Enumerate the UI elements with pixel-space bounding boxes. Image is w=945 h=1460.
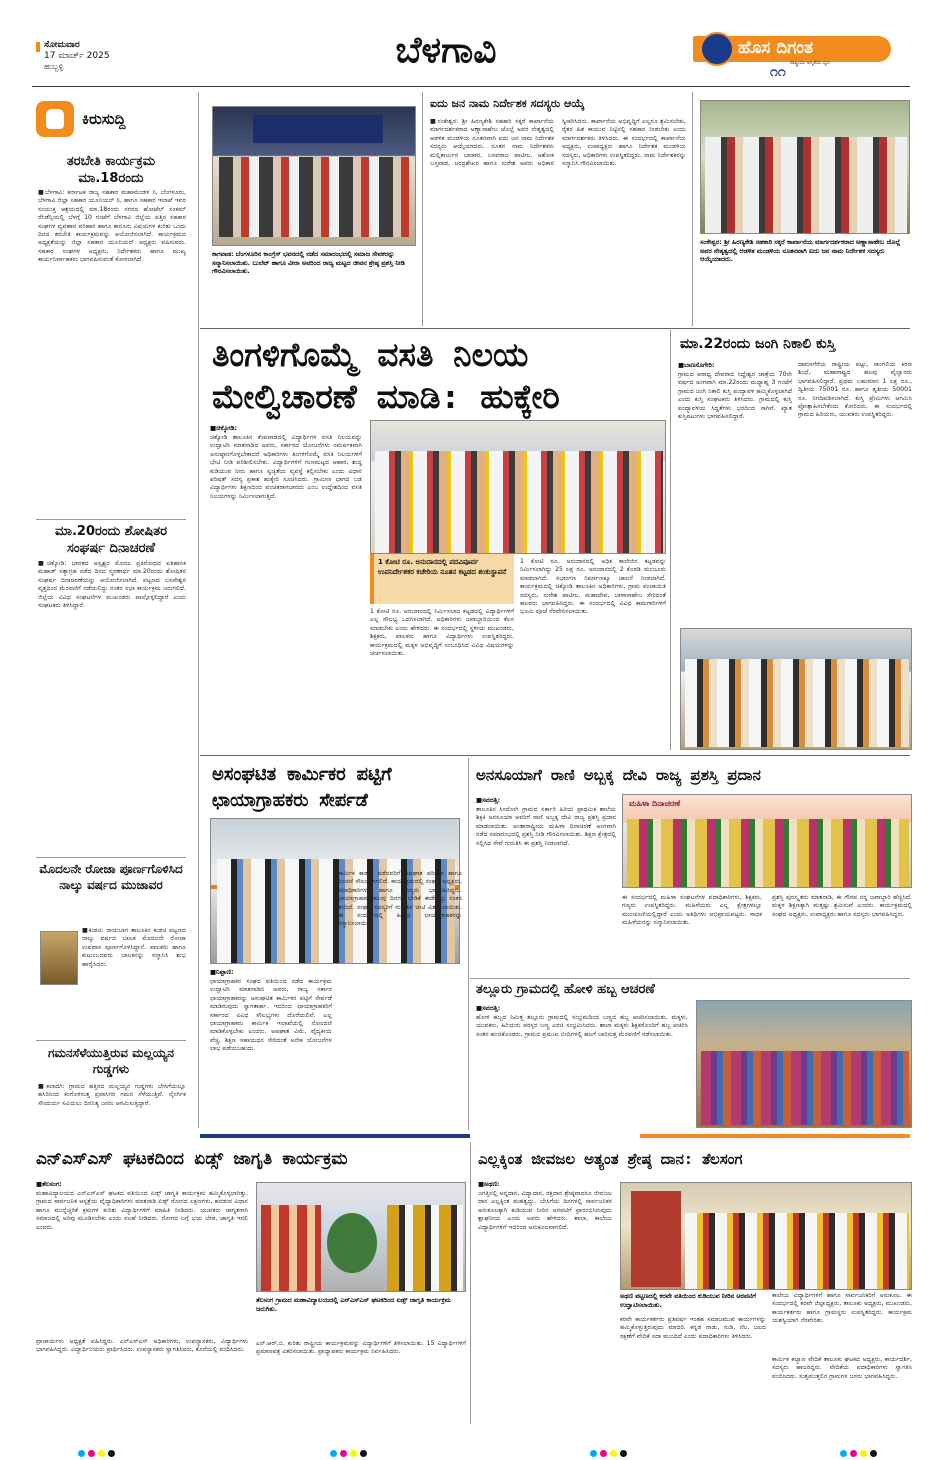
masthead-day: ಸೋಮವಾರ: [44, 40, 80, 50]
holi-photo: [696, 1000, 912, 1128]
water-col1: ಜಗತ್ತಿನಲ್ಲಿ ಅನ್ನದಾನ, ವಿದ್ಯಾದಾನ, ರಕ್ತದಾನ ಶ್ರೇಷ್ಠವಾದರೂ ಜೀವಜಲ ದಾನ ಎಲ್ಲಕ್ಕಿಂತ ಮಹತ್ವದ್ದು. ಬೇಸಿಗೆಯ ದಿನಗಳಲ್ಲಿ ಸಾರ್ವಜನಿಕರ ಅನುಕೂಲಕ್ಕಾಗಿ ಕುಡಿಯುವ ನೀರಿನ ಅರವಟಿಗೆ ಪ್ರಾರಂಭಿಸಿರುವುದು ಶ್ಲಾಘನೀಯ ಎಂದು ಅವರು ಹೇಳಿದರು. ಶಾಲಾ, ಕಾಲೇಜು ವಿದ್ಯಾರ್ಥಿಗಳಿಗೆ ಇದರಿಂದ ಅನುಕೂಲವಾಗಲಿದೆ.: [478, 1190, 612, 1231]
holi-dateline: ■ಸವದತ್ತಿ:: [476, 1004, 501, 1012]
water-col3: ಕಾಲೇಜು ವಿದ್ಯಾರ್ಥಿಗಳಿಗೆ ಹಾಗೂ ಸಾರ್ವಜನಿಕರಿಗೆ ಅನುಕೂಲ. ಈ ಸಂದರ್ಭದಲ್ಲಿ ಕರವೇ ಜಿಲ್ಲಾಧ್ಯಕ್ಷರು, ತಾಲೂಕು ಅಧ್ಯಕ್ಷರು, ಮುಖಂಡರು, ಕಾರ್ಯಕರ್ತರು ಹಾಗೂ ಗ್ರಾಮಸ್ಥರು ಉಪಸ್ಥಿತರಿದ್ದರು. ಕಾರ್ಯಕ್ರಮ ಯಶಸ್ವಿಯಾಗಿ ನೆರವೇರಿತು.: [772, 1292, 912, 1325]
section-rule: [200, 755, 910, 756]
aids-caption: ತೆಲಸಂಗ ಗ್ರಾಮದ ಮಹಾವಿದ್ಯಾಲಯದಲ್ಲಿ ಎನ್‌ಎಸ್‌ಎಸ್ ಘಟಕದಿಂದ ಏಡ್ಸ್ ಜಾಗೃತಿ ಕಾರ್ಯಕ್ರಮ ಜರುಗಿತು.: [256, 1296, 451, 1313]
sidebar-divider: [36, 857, 186, 858]
sidebar: [32, 95, 192, 1130]
sidebar-item-title: ಗಮನಸೆಳೆಯುತ್ತಿರುವ ಮಲ್ಲಯ್ಯನ ಗುಡ್ಡಗಳು: [48, 1046, 174, 1076]
sidebar-rule: [198, 92, 199, 1128]
people-row: [685, 659, 909, 747]
page-number: ೧೧: [770, 64, 786, 80]
kusti-photo: [680, 628, 912, 750]
felicitation-caption: ಸಂಕೇಶ್ವರ: ಶ್ರೀ ಹಿರಣ್ಯಕೇಶಿ ಸಹಕಾರಿ ಸಕ್ಕರೆ ಕಾರ್ಖಾನೆಯ ಮಾರ್ಗದರ್ಶಕರಾದ ಅಣ್ಣಾಸಾಹೇಬ ಜೊಲ್ಲೆ ಅವರ ನೇತೃತ್ವದಲ್ಲಿ ಆಡಳಿತ ಮಂಡಳಿಯ ನೂತನವಾಗಿ ಐದು ಜನ ನಾಮ ನಿರ್ದೇಶಕ ಸದಸ್ಯರು ಆಯ್ಕೆಯಾದರು.: [700, 238, 901, 264]
lead-photo: [370, 420, 666, 554]
masthead-rule: [32, 86, 910, 87]
water-col2: ಕರವೇ ಕಾರ್ಯಕರ್ತರು ಪ್ರತಿವರ್ಷ ಇಂತಹ ಸಮಾಜಮುಖಿ ಕಾರ್ಯಗಳನ್ನು ಹಮ್ಮಿಕೊಳ್ಳುತ್ತಿರುವುದು ಮಾದರಿ. ಕನ್ನಡ ನಾಡು, ನುಡಿ, ನೆಲ, ಜಲದ ರಕ್ಷಣೆಗೆ ವೇದಿಕೆ ಸದಾ ಮುಂದಿದೆ ಎಂದು ಪದಾಧಿಕಾರಿಗಳು ತಿಳಿಸಿದರು.: [620, 1316, 766, 1340]
registration-marks: [78, 1442, 118, 1460]
award-headline: ಅನಸೂಯಾಗೆ ರಾಣಿ ಅಬ್ಬಕ್ಕ ದೇವಿ ರಾಜ್ಯ ಪ್ರಶಸ್ತಿ ಪ್ರದಾನ: [476, 766, 761, 784]
sidebar-item-title: ಮೊದಲನೇ ರೋಜಾ ಪೂರ್ಣಗೊಳಿಸಿದ ನಾಲ್ಕು ವರ್ಷದ ಮುಜಾವರ: [39, 862, 183, 892]
column-rule: [470, 1142, 471, 1424]
hand-icon: [46, 109, 64, 129]
column-rule: [670, 330, 671, 750]
brand-emblem-icon: [700, 32, 734, 66]
sidebar-item-title: ತರಬೇತಿ ಕಾರ್ಯಕ್ರಮ ಮಾ.18ರಂದು: [66, 154, 156, 186]
sidebar-item-body: ■ಚಿಕ್ಕೋಡಿ: ಭಾರತದ ಅಸ್ಪೃಶ್ಯರ ಮೊದಲ ಪ್ರತಿರೋಧದ ಐತಿಹಾಸಿಕ ಮಹಾಡ್ ಸತ್ಯಾಗ್ರಹ ನಡೆದ ದಿನದ ಸ್ಮರಣಾರ್ಥ ಮಾ.20ರಂದು ಶೋಷಿತರ ಸಂಘರ್ಷ ದಿನಾಚರಣೆಯನ್ನು ಆಯೋಜಿಸಲಾಗಿದೆ. ಪಟ್ಟಣದ ಬಸವೇಶ್ವರ ವೃತ್ತದಿಂದ ಮೆರವಣಿಗೆ ನಡೆಯಲಿದ್ದು ನಂತರ ಸಭಾ ಕಾರ್ಯಕ್ರಮ ಜರುಗಲಿದೆ. ಜಿಲ್ಲೆಯ ವಿವಿಧ ಸಂಘಟನೆಗಳ ಮುಖಂಡರು ಪಾಲ್ಗೊಳ್ಳಲಿದ್ದಾರೆ ಎಂದು ಸಂಘಟಕರು ತಿಳಿಸಿದ್ದಾರೆ.: [38, 560, 186, 610]
people-row: [701, 1051, 909, 1125]
people-row: [685, 1213, 909, 1289]
people-row: [219, 157, 409, 237]
column-rule: [422, 92, 423, 326]
masthead-date: 17 ಮಾರ್ಚ್ 2025: [44, 51, 110, 61]
sidebar-divider: [36, 519, 186, 520]
aids-body1: ಮಹಾವಿದ್ಯಾಲಯದ ಎನ್‌ಎಸ್‌ಎಸ್ ಘಟಕದ ವತಿಯಿಂದ ಏಡ್ಸ್ ಜಾಗೃತಿ ಕಾರ್ಯಕ್ರಮ ಹಮ್ಮಿಕೊಳ್ಳಲಾಗಿತ್ತು. ಗ್ರಾಮದ ಸಾರ್ವಜನಿಕ ಆಸ್ಪತ್ರೆಯ ವೈದ್ಯಾಧಿಕಾರಿಗಳು ಮಾತನಾಡಿ ಏಡ್ಸ್ ರೋಗದ ಲಕ್ಷಣಗಳು, ಹರಡುವ ವಿಧಾನ ಹಾಗೂ ಮುನ್ನೆಚ್ಚರಿಕೆ ಕ್ರಮಗಳ ಕುರಿತು ವಿದ್ಯಾರ್ಥಿಗಳಿಗೆ ಮಾಹಿತಿ ನೀಡಿದರು. ಯುವಕರು ಜಾಗೃತರಾಗಿ ಸಮಾಜದಲ್ಲಿ ಅರಿವು ಮೂಡಿಸಬೇಕು ಎಂದು ಸಲಹೆ ನೀಡಿದರು. ರೋಗದ ಬಗ್ಗೆ ಭಯ ಬೇಡ, ಜಾಗೃತಿ ಇರಲಿ ಎಂದರು.: [36, 1190, 248, 1231]
award-dateline: ■ಸವದತ್ತಿ:: [476, 796, 501, 804]
award-col2: ಈ ಸಂದರ್ಭದಲ್ಲಿ ಮಹಿಳಾ ಸಂಘಟನೆಗಳ ಪದಾಧಿಕಾರಿಗಳು, ಶಿಕ್ಷಕರು, ಗಣ್ಯರು ಉಪಸ್ಥಿತರಿದ್ದರು. ಮಹಿಳೆಯರು ಎಲ್ಲ ಕ್ಷೇತ್ರಗಳಲ್ಲೂ ಮುಂಚೂಣಿಯಲ್ಲಿದ್ದಾರೆ ಎಂದು ಅತಿಥಿಗಳು ಅಭಿಪ್ರಾಯಪಟ್ಟರು. ಸಾಧಕ ಮಹಿಳೆಯರನ್ನು ಸನ್ಮಾನಿಸಲಾಯಿತು.: [622, 894, 762, 927]
water-dateline: ■ಅಥಣಿ:: [478, 1180, 500, 1188]
people-row: [387, 1205, 463, 1291]
water-headline: ಎಲ್ಲಕ್ಕಿಂತ ಜೀವಜಲ ಅತ್ಯಂತ ಶ್ರೇಷ್ಠ ದಾನ: ತೆಲಸಂಗ: [478, 1150, 743, 1168]
brand-tagline: ರಾಷ್ಟ್ರೀಯ ಅಸ್ಮಿತೆಯ ಧ್ವನಿ: [790, 60, 830, 66]
pullquote: 1 ಕೋಟಿ ರೂ. ಅನುದಾನದಲ್ಲಿ ಪದವಿಪೂರ್ವ ಉಪನಿರ್ದೇಶಕರ ಕಚೇರಿಯ ನೂತನ ಕಟ್ಟಡದ ಶಂಕುಸ್ಥಾಪನೆ: [378, 558, 507, 576]
registration-marks: [330, 1442, 370, 1460]
kusti-col2: ದಾವಣಗೆರೆಯ ರಾಷ್ಟ್ರೀಯ ಪಟ್ಟು, ಸಾಂಗಲಿಯ ಕಿರಣ ಶಿಂಧೆ, ಮಹಾರಾಷ್ಟ್ರದ ಹಲವು ಪೈಲ್ವಾನರು ಭಾಗವಹಿಸಲಿದ್ದಾರೆ. ಪ್ರಥಮ ಬಹುಮಾನ 1 ಲಕ್ಷ ರೂ., ದ್ವಿತೀಯ 75001 ರೂ. ಹಾಗೂ ತೃತೀಯ 50001 ರೂ. ನಿಗದಿಪಡಿಸಲಾಗಿದೆ. ಕುಸ್ತಿ ಪ್ರೇಮಿಗಳು ಆಗಮಿಸಿ ಪ್ರೋತ್ಸಾಹಿಸಬೇಕೆಂದು ಕೋರಿದರು. ಈ ಸಂದರ್ಭದಲ್ಲಿ ಗ್ರಾಮದ ಹಿರಿಯರು, ಯುವಕರು ಉಪಸ್ಥಿತರಿದ್ದರು.: [798, 361, 912, 419]
workers-headline: ಅಸಂಘಟಿತ ಕಾರ್ಮಿಕರ ಪಟ್ಟಿಗೆ ಛಾಯಾಗ್ರಾಹಕರು ಸೇರ್ಪಡೆ: [212, 764, 392, 811]
water-photo: [620, 1182, 912, 1290]
aids-body2: ಪ್ರಾಚಾರ್ಯರು ಅಧ್ಯಕ್ಷತೆ ವಹಿಸಿದ್ದರು. ಎನ್‌ಎಸ್‌ಎಸ್ ಅಧಿಕಾರಿಗಳು, ಉಪನ್ಯಾಸಕರು, ವಿದ್ಯಾರ್ಥಿಗಳು ಭಾಗವಹಿಸಿದ್ದರು. ವಿದ್ಯಾರ್ಥಿನಿಯರು ಪ್ರಾರ್ಥಿಸಿದರು. ಉಪನ್ಯಾಸಕರು ಸ್ವಾಗತಿಸಿದರು, ಕೊನೆಯಲ್ಲಿ ವಂದಿಸಿದರು.: [36, 1338, 248, 1354]
lead-dateline: ■ಚಿಕ್ಕೋಡಿ:: [210, 424, 238, 432]
date-accent-bar: [36, 42, 40, 52]
section-title: ಬೆಳಗಾವಿ: [395, 30, 497, 71]
brand-name: ಹೊಸ ದಿಗಂತ: [738, 38, 813, 58]
masthead: [0, 0, 945, 78]
kusti-title: ಮಾ.22ರಂದು ಜಂಗಿ ನಿಕಾಲಿ ಕುಸ್ತಿ: [680, 336, 836, 352]
award-col1: ತಾಲೂಕಿನ ಸಿಂದೋಗಿ ಗ್ರಾಮದ ಸರ್ಕಾರಿ ಹಿರಿಯ ಪ್ರಾಥಮಿಕ ಶಾಲೆಯ ಶಿಕ್ಷಕಿ ಅನಸೂಯಾ ಅವರಿಗೆ ರಾಣಿ ಅಬ್ಬಕ್ಕ ದೇವಿ ರಾಜ್ಯ ಪ್ರಶಸ್ತಿ ಪ್ರದಾನ ಮಾಡಲಾಯಿತು. ಅಂತಾರಾಷ್ಟ್ರೀಯ ಮಹಿಳಾ ದಿನಾಚರಣೆ ಅಂಗವಾಗಿ ನಡೆದ ಸಮಾರಂಭದಲ್ಲಿ ಪ್ರಶಸ್ತಿ ನೀಡಿ ಗೌರವಿಸಲಾಯಿತು. ಶಿಕ್ಷಣ ಕ್ಷೇತ್ರದಲ್ಲಿ ಸಲ್ಲಿಸಿದ ಸೇವೆ ಗುರುತಿಸಿ ಈ ಪ್ರಶಸ್ತಿ ನೀಡಲಾಗಿದೆ.: [476, 806, 616, 847]
lead-col1: ಚಿಕ್ಕೋಡಿ ತಾಲೂಕಿನ ಕೆಂಪವಾಡದಲ್ಲಿ ವಿದ್ಯಾರ್ಥಿಗಳ ವಸತಿ ನಿಲಯವನ್ನು ಉದ್ಘಾಟಿಸಿ ಮಾತನಾಡಿದ ಅವರು, ಸರ್ಕಾರದ ಯೋಜನೆಗಳು ಸಮರ್ಪಕವಾಗಿ ಅನುಷ್ಠಾನಗೊಳ್ಳಬೇಕಾದರೆ ಅಧಿಕಾರಿಗಳು ತಿಂಗಳಿಗೊಮ್ಮೆ ವಸತಿ ನಿಲಯಗಳಿಗೆ ಭೇಟಿ ನೀಡಿ ಪರಿಶೀಲಿಸಬೇಕು. ವಿದ್ಯಾರ್ಥಿಗಳಿಗೆ ಗುಣಮಟ್ಟದ ಆಹಾರ, ಶುದ್ಧ ಕುಡಿಯುವ ನೀರು ಹಾಗೂ ಸ್ವಚ್ಛತೆಯ ವ್ಯವಸ್ಥೆ ಕಲ್ಪಿಸಬೇಕು ಎಂದು ವಿಧಾನ ಪರಿಷತ್ ಸದಸ್ಯ ಪ್ರಕಾಶ ಹುಕ್ಕೇರಿ ಸೂಚಿಸಿದರು. ಗ್ರಾಮೀಣ ಭಾಗದ ಬಡ ವಿದ್ಯಾರ್ಥಿಗಳು ಶಿಕ್ಷಣದಿಂದ ವಂಚಿತರಾಗಬಾರದು ಎಂಬ ಉದ್ದೇಶದಿಂದ ವಸತಿ ನಿಲಯಗಳನ್ನು ನಿರ್ಮಿಸಲಾಗುತ್ತಿದೆ.: [210, 434, 362, 500]
felicitation-photo: [700, 100, 910, 234]
workers-col1: ಛಾಯಾಗ್ರಾಹಕರ ಸಂಘದ ವತಿಯಿಂದ ನಡೆದ ಕಾರ್ಯಕ್ರಮ ಉದ್ಘಾಟಿಸಿ ಮಾತನಾಡಿದ ಅವರು, ರಾಜ್ಯ ಸರ್ಕಾರ ಛಾಯಾಗ್ರಾಹಕರನ್ನು ಅಸಂಘಟಿತ ಕಾರ್ಮಿಕರ ಪಟ್ಟಿಗೆ ಸೇರ್ಪಡೆ ಮಾಡಿರುವುದು ಸ್ವಾಗತಾರ್ಹ. ಇದರಿಂದ ಛಾಯಾಗ್ರಾಹಕರಿಗೆ ಸರ್ಕಾರದ ವಿವಿಧ ಸೌಲಭ್ಯಗಳು ದೊರೆಯಲಿವೆ. ಎಲ್ಲ ಛಾಯಾಗ್ರಾಹಕರು ಕಾರ್ಮಿಕ ಇಲಾಖೆಯಲ್ಲಿ ನೋಂದಣಿ ಮಾಡಿಕೊಳ್ಳಬೇಕು ಎಂದರು. ಅಪಘಾತ ವಿಮೆ, ವೈದ್ಯಕೀಯ ವೆಚ್ಚ, ಶಿಕ್ಷಣ ಸಹಾಯಧನ ಸೇರಿದಂತೆ ಅನೇಕ ಯೋಜನೆಗಳ ಲಾಭ ಪಡೆಯಬಹುದು.: [210, 978, 332, 1053]
award-caption: ಕಾಗವಾಡ: ಬೆಂಗಳೂರಿನ ಕಾಂಗ್ರೆಸ್ ಭವನದಲ್ಲಿ ನಡೆದ ಸಮಾರಂಭದಲ್ಲಿ ಸಮಾಜ ಸೇವಕರನ್ನು ಸನ್ಮಾನಿಸಲಾಯಿತು. ಬುಲೆಟ್ ಹಾಗೂ ವೀರಾ ಅವರಿಂದ ರಾಜ್ಯ ಮಟ್ಟದ ಜೀವನ ಶ್ರೇಷ್ಠ ಪ್ರಶಸ್ತಿ ನೀಡಿ ಗೌರವಿಸಲಾಯಿತು.: [212, 250, 405, 276]
aids-photo: [256, 1182, 466, 1292]
kusti-col1: ಗ್ರಾಮದ ಆರಾಧ್ಯ ದೇವರಾದ ಸಿದ್ಧೇಶ್ವರ ಜಾತ್ರೆಯ 70ನೇ ವರ್ಷದ ಅಂಗವಾಗಿ ಮಾ.22ರಂದು ಮಧ್ಯಾಹ್ನ 3 ಗಂಟೆಗೆ ಗ್ರಾಮದ ಜಂಗಿ ನಿಕಾಲಿ ಕುಸ್ತಿ ಪಂದ್ಯಾವಳಿ ಹಮ್ಮಿಕೊಳ್ಳಲಾಗಿದೆ ಎಂದು ಕುಸ್ತಿ ಸಂಘಟಕರು ತಿಳಿಸಿದರು. ಗ್ರಾಮದಲ್ಲಿ ಕುಸ್ತಿ ಪಂದ್ಯಾವಳಿಯ ಸಿದ್ಧತೆಗಳು ಭರದಿಂದ ಸಾಗಿವೆ. ಖ್ಯಾತ ಕುಸ್ತಿಪಟುಗಳು ಭಾಗವಹಿಸಲಿದ್ದಾರೆ.: [678, 371, 792, 421]
aids-dateline: ■ತೆಲಸಂಗ:: [36, 1180, 62, 1188]
child-photo: [40, 931, 78, 985]
column-rule: [468, 758, 469, 1130]
section-rule: [200, 328, 910, 329]
sidebar-item-title: ಮಾ.20ರಂದು ಶೋಷಿತರ ಸಂಘರ್ಷ ದಿನಾಚರಣೆ: [55, 524, 167, 556]
holi-body: ಹೋಳಿ ಹಬ್ಬದ ನಿಮಿತ್ತ ತಲ್ಲೂರು ಗ್ರಾಮದಲ್ಲಿ ಸಂಭ್ರಮದಿಂದ ಬಣ್ಣದ ಹಬ್ಬ ಆಚರಿಸಲಾಯಿತು. ಮಕ್ಕಳು, ಯುವಕರು, ಹಿರಿಯರು ಪರಸ್ಪರ ಬಣ್ಣ ಎರಚಿ ಸಂಭ್ರಮಿಸಿದರು. ಶಾಲಾ ಮಕ್ಕಳು ಶಿಕ್ಷಕರೊಂದಿಗೆ ಹಬ್ಬ ಆಚರಿಸಿ ಸಂತಸ ಹಂಚಿಕೊಂಡರು. ಗ್ರಾಮದ ಪ್ರಮುಖ ಬೀದಿಗಳಲ್ಲಿ ಹಲಗೆ ಬಾರಿಸುತ್ತ ಮೆರವಣಿಗೆ ನಡೆಸಲಾಯಿತು.: [476, 1014, 688, 1038]
water-col4: ಕಾರ್ಮಿಕ ಕಲ್ಯಾಣ ವೇದಿಕೆ ತಾಲೂಕು ಘಟಕದ ಅಧ್ಯಕ್ಷರು, ಕಾರ್ಯದರ್ಶಿ, ಸದಸ್ಯರು ಹಾಜರಿದ್ದರು. ವೇದಿಕೆಯ ಪದಾಧಿಕಾರಿಗಳು ಸ್ವಾಗತಿಸಿ ವಂದಿಸಿದರು. ಸುತ್ತಮುತ್ತಲಿನ ಗ್ರಾಮಗಳ ಜನರು ಭಾಗವಹಿಸಿದ್ದರು.: [772, 1356, 912, 1380]
kusti-dateline: ■ಬಾಣಸೊಗೇರಿ:: [678, 361, 715, 369]
stage-banner: [253, 115, 383, 143]
plant-shape: [327, 1213, 377, 1273]
water-stall: [631, 1191, 681, 1287]
sidebar-item-body: ■ಕುಡಚಿ: ರಾಯಬಾಗ ತಾಲೂಕಿನ ಕುಡಚಿ ಪಟ್ಟಣದ ನಾಲ್ಕು ವರ್ಷದ ಬಾಲಕ ಮೊದಲನೇ ರೋಜಾ ಉಪವಾಸ ಪೂರ್ಣಗೊಳಿಸಿದ್ದಾನೆ. ಪಾಲಕರು ಹಾಗೂ ಕುಟುಂಬದವರು ಬಾಲಕನನ್ನು ಸನ್ಮಾನಿಸಿ ಶುಭ ಹಾರೈಸಿದರು.: [82, 927, 186, 968]
aids-body3: ಎನ್.ಆರ್.ಬಿ. ಕುರಿತು ರಾಷ್ಟ್ರೀಯ ಕಾರ್ಯಕ್ರಮವನ್ನು ವಿದ್ಯಾರ್ಥಿಗಳಿಗೆ ತಿಳಿಸಲಾಯಿತು. 15 ವಿದ್ಯಾರ್ಥಿಗಳಿಗೆ ಪ್ರಮಾಣಪತ್ರ ವಿತರಿಸಲಾಯಿತು. ಪ್ರಾಧ್ಯಾಪಕರು ಕಾರ್ಯಕ್ರಮ ನಿರ್ವಹಿಸಿದರು.: [256, 1340, 466, 1356]
article-body: ■ಸಂಕೇಶ್ವರ: ಶ್ರೀ ಹಿರಣ್ಯಕೇಶಿ ಸಹಕಾರಿ ಸಕ್ಕರೆ ಕಾರ್ಖಾನೆಯ ಮಾರ್ಗದರ್ಶಕರಾದ ಅಣ್ಣಾಸಾಹೇಬ ಜೊಲ್ಲೆ ಅವರ ನೇತೃತ್ವದಲ್ಲಿ ಆಡಳಿತ ಮಂಡಳಿಯ ನೂತನವಾಗಿ ಐದು ಜನ ನಾಮ ನಿರ್ದೇಶಕ ಸದಸ್ಯರು ಆಯ್ಕೆಯಾದರು. ನೂತನ ನಾಮ ನಿರ್ದೇಶಕರು ಮಲ್ಲಿಕಾರ್ಜುನ ಬಾಡಕರ, ಬಸವರಾಜ ಪಾಟೀಲ, ಅಶೋಕ ಬಸ್ತವಾಡ, ಚಂದ್ರಶೇಖರ ಹಾಗೂ ಸುರೇಶ ಅವರು ಅಧಿಕಾರ ಸ್ವೀಕರಿಸಿದರು. ಕಾರ್ಖಾನೆಯ ಅಭಿವೃದ್ಧಿಗೆ ಎಲ್ಲರೂ ಶ್ರಮಿಸಬೇಕು, ರೈತರ ಹಿತ ಕಾಯುವ ನಿಟ್ಟಿನಲ್ಲಿ ಸಹಕಾರ ನೀಡಬೇಕು ಎಂದು ಮಾರ್ಗದರ್ಶಕರು ತಿಳಿಸಿದರು. ಈ ಸಂದರ್ಭದಲ್ಲಿ ಕಾರ್ಖಾನೆಯ ಅಧ್ಯಕ್ಷರು, ಉಪಾಧ್ಯಕ್ಷರು ಹಾಗೂ ನಿರ್ದೇಶಕ ಮಂಡಳಿಯ ಸದಸ್ಯರು, ಅಧಿಕಾರಿಗಳು ಉಪಸ್ಥಿತರಿದ್ದರು. ನಾಮ ನಿರ್ದೇಶಕರನ್ನು ಸನ್ಮಾನಿಸಿ ಗೌರವಿಸಲಾಯಿತು.: [430, 118, 686, 168]
award-banner: ಮಹಿಳಾ ದಿನಾಚರಣೆ: [629, 799, 681, 808]
column-rule: [692, 92, 693, 326]
holi-headline: ತಲ್ಲೂರು ಗ್ರಾಮದಲ್ಲಿ ಹೋಳಿ ಹಬ್ಬ ಆಚರಣೆ: [476, 982, 655, 997]
lead-col3: 1 ಕೋಟಿ ರೂ. ಅನುದಾನದಲ್ಲಿ ಅಧಿಕ ಕಾಲೇಜಿನ ಕಟ್ಟಡವನ್ನು ನಿರ್ಮಿಸಲಾಗಿದ್ದು 25 ಲಕ್ಷ ರೂ. ಅನುದಾನದಲ್ಲಿ 2 ಕೊಠಡಿ ಮಂಜೂರು ಮಾಡಲಾಗಿದೆ. ಸಭಾಂಗಣ ನಿರ್ಮಾಣಕ್ಕೂ ಚಾಲನೆ ನೀಡಲಾಗಿದೆ. ಕಾರ್ಯಕ್ರಮದಲ್ಲಿ ಚಿಕ್ಕೋಡಿ ತಾಲೂಕಿನ ಅಧಿಕಾರಿಗಳು, ಗ್ರಾಮ ಪಂಚಾಯಿತಿ ಸದಸ್ಯರು, ಸುರೇಶ ಪಾಟೀಲ, ಮಹಾದೇವ, ಬಾಳಾಸಾಹೇಬ ಸೇರಿದಂತೆ ಹಲವರು ಭಾಗವಹಿಸಿದ್ದರು. ಈ ಸಂದರ್ಭದಲ್ಲಿ ವಿವಿಧ ಕಾಮಗಾರಿಗಳಿಗೆ ಭೂಮಿ ಪೂಜೆ ನೆರವೇರಿಸಲಾಯಿತು.: [520, 558, 666, 616]
award-photo-women: [622, 794, 912, 888]
sidebar-label: ಕಿರುಸುದ್ದಿ: [82, 110, 126, 128]
workers-col2: ಕಾರ್ಮಿಕ ಕಾರ್ಡ್ ಪಡೆದವರಿಗೆ ಅಪಘಾತ ಪರಿಹಾರ ಹಾಗೂ ಪಿಂಚಣಿ ಸೌಲಭ್ಯ ಸಿಗಲಿದೆ. ಕಾರ್ಯಕ್ರಮದಲ್ಲಿ ಸಂಘದ ಅಧ್ಯಕ್ಷರು, ಪದಾಧಿಕಾರಿಗಳು ಹಾಗೂ ಸದಸ್ಯರು ಭಾಗವಹಿಸಿದ್ದರು. ಛಾಯಾಗ್ರಾಹಕರ ಹಲವು ದಿನಗಳ ಬೇಡಿಕೆ ಈಡೇರಿದ್ದು ಸಂತಸ ತಂದಿದೆ. ಸಂಘದ ಸದಸ್ಯರಿಗೆ ಗುರುತಿನ ಚೀಟಿ ವಿತರಿಸಲಾಯಿತು. ಈ ಸಂದರ್ಭದಲ್ಲಿ ಹಿರಿಯ ಛಾಯಾಗ್ರಾಹಕರನ್ನು ಸನ್ಮಾನಿಸಲಾಯಿತು.: [338, 870, 462, 928]
award-col3: ಪ್ರಶಸ್ತಿ ಪುರಸ್ಕೃತರು ಮಾತನಾಡಿ, ಈ ಗೌರವ ನನ್ನ ಜವಾಬ್ದಾರಿ ಹೆಚ್ಚಿಸಿದೆ. ಮಕ್ಕಳ ಶಿಕ್ಷಣಕ್ಕಾಗಿ ಮತ್ತಷ್ಟು ಶ್ರಮಿಸುವೆ ಎಂದರು. ಕಾರ್ಯಕ್ರಮದಲ್ಲಿ ಸಂಘದ ಅಧ್ಯಕ್ಷರು, ಉಪಾಧ್ಯಕ್ಷರು ಹಾಗೂ ಸದಸ್ಯರು ಭಾಗವಹಿಸಿದ್ದರು.: [772, 894, 912, 918]
registration-marks: [840, 1442, 880, 1460]
workers-dateline: ■ನಿಪ್ಪಾಣಿ:: [210, 968, 234, 976]
people-row: [261, 1205, 321, 1291]
award-photo: [212, 106, 416, 246]
registration-marks: [590, 1442, 630, 1460]
people-row: [627, 819, 909, 887]
masthead-city: ಹುಬ್ಬಳ್ಳಿ: [44, 62, 64, 71]
water-caption: ಅಥಣಿ ಪಟ್ಟಣದಲ್ಲಿ ಕರವೇ ವತಿಯಿಂದ ಕುಡಿಯುವ ನೀರಿನ ಅರವಟಿಗೆ ಉದ್ಘಾಟಿಸಲಾಯಿತು.: [620, 1292, 757, 1309]
sidebar-item-body: ■ಕಲಾದಗಿ: ಗ್ರಾಮದ ಹತ್ತಿರದ ಮಲ್ಲಯ್ಯನ ಗುಡ್ಡಗಳು ಬೇಸಿಗೆಯಲ್ಲೂ ಹಸಿರಿನಿಂದ ಕಂಗೊಳಿಸುತ್ತ ಪ್ರವಾಸಿಗರ ಗಮನ ಸೆಳೆಯುತ್ತಿವೆ. ನೈಸರ್ಗಿಕ ಸೌಂದರ್ಯ ಸವಿಯಲು ದಿನನಿತ್ಯ ಜನರು ಆಗಮಿಸುತ್ತಿದ್ದಾರೆ.: [38, 1083, 186, 1107]
lead-col2: 1 ಕೋಟಿ ರೂ. ಅನುದಾನದಲ್ಲಿ ನಿರ್ಮಿಸಲಾದ ಕಟ್ಟಡದಲ್ಲಿ ವಿದ್ಯಾರ್ಥಿಗಳಿಗೆ ಎಲ್ಲ ಸೌಲಭ್ಯ ಒದಗಿಸಲಾಗಿದೆ. ಅಧಿಕಾರಿಗಳು ಜವಾಬ್ದಾರಿಯಿಂದ ಕೆಲಸ ಮಾಡಬೇಕು ಎಂದು ಹೇಳಿದರು. ಈ ಸಂದರ್ಭದಲ್ಲಿ ಸ್ಥಳೀಯ ಮುಖಂಡರು, ಶಿಕ್ಷಕರು, ಪಾಲಕರು ಹಾಗೂ ವಿದ್ಯಾರ್ಥಿಗಳು ಉಪಸ್ಥಿತರಿದ್ದರು. ಕಾರ್ಯಕ್ರಮದಲ್ಲಿ ಮಕ್ಕಳ ಅಭಿವೃದ್ಧಿಗೆ ಸಂಬಂಧಿಸಿದ ವಿವಿಧ ವಿಷಯಗಳನ್ನು ಚರ್ಚಿಸಲಾಯಿತು.: [370, 608, 514, 658]
people-row: [705, 137, 907, 233]
section-rule: [470, 978, 910, 979]
aids-headline: ಎನ್‌ಎಸ್‌ಎಸ್ ಘಟಕದಿಂದ ಏಡ್ಸ್ ಜಾಗೃತಿ ಕಾರ್ಯಕ್ರಮ: [36, 1149, 348, 1169]
sidebar-item-body: ■ಬೆಳಗಾವಿ: ಕರ್ನಾಟಕ ರಾಜ್ಯ ಸಹಕಾರ ಮಹಾಮಂಡಳ ನಿ, ಬೆಂಗಳೂರು, ಬೆಳಗಾವಿ ಜಿಲ್ಲಾ ಸಹಕಾರ ಯೂನಿಯನ್ ನಿ, ಹಾಗೂ ಸಹಕಾರ ಇಲಾಖೆ ಇವರ ಸಂಯುಕ್ತ ಆಶ್ರಯದಲ್ಲಿ ಮಾ.18ರಂದು ನಗರದ ಹೋಟೆಲ್ ಸಂಕಮ್ ರೆಸಿಡೆನ್ಸಿಯಲ್ಲಿ ಬೆಳಗ್ಗೆ 10 ಗಂಟೆಗೆ ಬೆಳಗಾವಿ ಜಿಲ್ಲೆಯ ಪತ್ತಿನ ಸಹಕಾರ ಸಂಘಗಳ ವ್ಯವಹಾರ ಪರಿಹಾರ ಹಾಗೂ ಕಾನೂನು ವಿಷಯಗಳ ಕುರಿತು ಒಂದು ದಿನದ ತರಬೇತಿ ಕಾರ್ಯಕ್ರಮವನ್ನು ಆಯೋಜಿಸಲಾಗಿದೆ. ಕಾರ್ಯಕ್ರಮದ ಅಧ್ಯಕ್ಷತೆಯನ್ನು ಜಿಲ್ಲಾ ಸಹಕಾರ ಯೂನಿಯನ್ ಅಧ್ಯಕ್ಷರು ವಹಿಸುವರು. ಸಹಕಾರ ಸಂಘಗಳ ಅಧ್ಯಕ್ಷರು, ನಿರ್ದೇಶಕರು ಹಾಗೂ ಮುಖ್ಯ ಕಾರ್ಯನಿರ್ವಾಹಕರು ಭಾಗವಹಿಸುವಂತೆ ಕೋರಲಾಗಿದೆ.: [38, 189, 186, 264]
divider-bar: [640, 1134, 910, 1138]
date-box: [36, 40, 128, 70]
divider-bar: [200, 1134, 470, 1138]
article-title: ಐದು ಜನ ನಾಮ ನಿರ್ದೇಶಕ ಸದಸ್ಯರು ಆಯ್ಕೆ: [430, 97, 585, 110]
lead-headline: ತಿಂಗಳಿಗೊಮ್ಮೆ ವಸತಿ ನಿಲಯ ಮೇಲ್ವಿಚಾರಣೆ ಮಾಡಿ: ಹುಕ್ಕೇರಿ: [212, 335, 560, 416]
people-row: [375, 451, 663, 553]
sidebar-divider: [36, 1040, 186, 1041]
